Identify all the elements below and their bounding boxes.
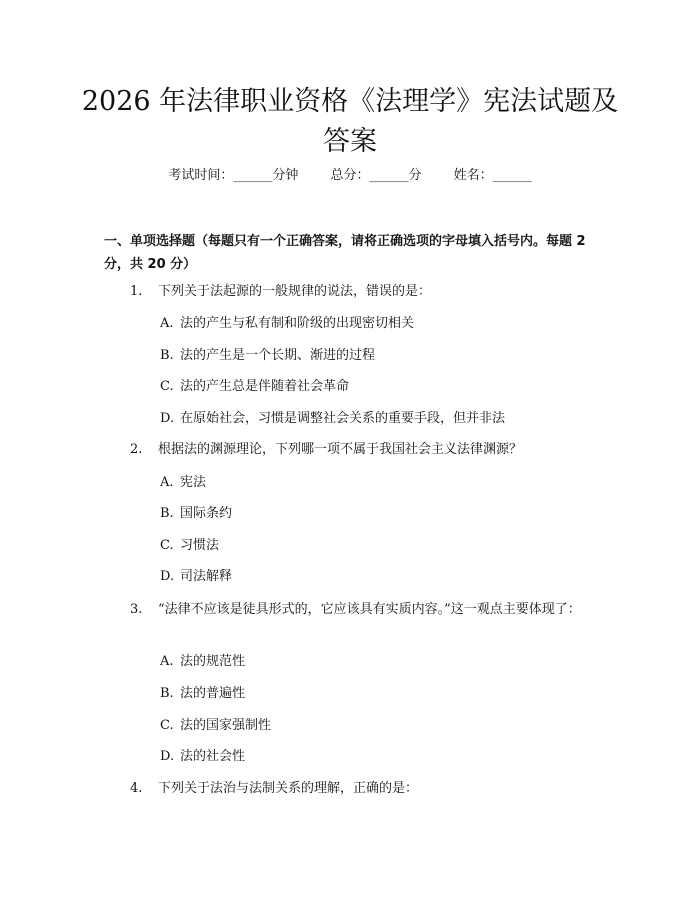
question-1 bbox=[104, 280, 604, 304]
option-letter: D. bbox=[160, 569, 175, 584]
option-text: 法的国家强制性 bbox=[180, 718, 272, 733]
exam-name-field: 姓名：______ bbox=[453, 168, 532, 183]
question-1-option-b bbox=[160, 346, 600, 366]
question-text: “法律不应该是徒具形式的，它应该具有实质内容。”这一观点主要体现了： bbox=[158, 602, 581, 617]
option-text: 法的规范性 bbox=[180, 654, 246, 669]
question-4 bbox=[104, 777, 604, 801]
question-text: 根据法的渊源理论，下列哪一项不属于我国社会主义法律渊源？ bbox=[158, 442, 523, 457]
title-line-2: 答案 bbox=[323, 126, 377, 157]
option-letter: C. bbox=[160, 379, 174, 394]
question-1-option-d bbox=[160, 409, 600, 429]
question-number: 4. bbox=[130, 781, 143, 796]
option-letter: C. bbox=[160, 538, 174, 553]
question-2-option-c bbox=[160, 536, 600, 556]
question-2-option-b bbox=[160, 504, 600, 524]
option-letter: D. bbox=[160, 411, 175, 426]
question-number: 1. bbox=[130, 284, 143, 299]
title-line-1: 2026 年法律职业资格《法理学》宪法试题及 bbox=[81, 86, 619, 117]
question-3-option-d bbox=[160, 747, 600, 767]
option-letter: D. bbox=[160, 749, 175, 764]
question-3 bbox=[104, 598, 604, 622]
option-letter: B. bbox=[160, 348, 174, 363]
question-3-option-c bbox=[160, 716, 600, 736]
question-text: 下列关于法起源的一般规律的说法，错误的是： bbox=[158, 284, 432, 299]
document-title bbox=[60, 82, 640, 162]
exam-meta bbox=[0, 166, 700, 186]
question-2 bbox=[104, 438, 604, 462]
option-text: 法的产生是一个长期、渐进的过程 bbox=[180, 348, 376, 363]
question-text: 下列关于法治与法制关系的理解，正确的是： bbox=[158, 781, 419, 796]
option-text: 宪法 bbox=[180, 475, 207, 490]
question-2-option-a bbox=[160, 473, 600, 493]
question-number: 2. bbox=[130, 442, 143, 457]
question-1-option-a bbox=[160, 314, 600, 334]
option-letter: B. bbox=[160, 506, 174, 521]
option-text: 司法解释 bbox=[180, 569, 233, 584]
section-heading: 一、单项选择题（每题只有一个正确答案，请将正确选项的字母填入括号内。每题 2 分，共 20 分） bbox=[104, 234, 586, 272]
option-text: 习惯法 bbox=[180, 538, 220, 553]
option-text: 法的产生总是伴随着社会革命 bbox=[180, 379, 350, 394]
option-letter: A. bbox=[160, 475, 174, 490]
option-text: 法的普遍性 bbox=[180, 686, 246, 701]
question-1-option-c bbox=[160, 377, 600, 397]
option-letter: A. bbox=[160, 316, 174, 331]
option-text: 法的产生与私有制和阶级的出现密切相关 bbox=[180, 316, 415, 331]
question-2-option-d bbox=[160, 567, 600, 587]
exam-total-score: 总分：______分 bbox=[330, 168, 422, 183]
exam-time: 考试时间：______分钟 bbox=[168, 168, 299, 183]
option-text: 国际条约 bbox=[180, 506, 233, 521]
option-letter: C. bbox=[160, 718, 174, 733]
question-3-option-a bbox=[160, 652, 600, 672]
option-letter: A. bbox=[160, 654, 174, 669]
question-number: 3. bbox=[130, 602, 143, 617]
option-text: 在原始社会，习惯是调整社会关系的重要手段，但并非法 bbox=[180, 411, 506, 426]
option-letter: B. bbox=[160, 686, 174, 701]
option-text: 法的社会性 bbox=[180, 749, 246, 764]
question-3-option-b bbox=[160, 684, 600, 704]
